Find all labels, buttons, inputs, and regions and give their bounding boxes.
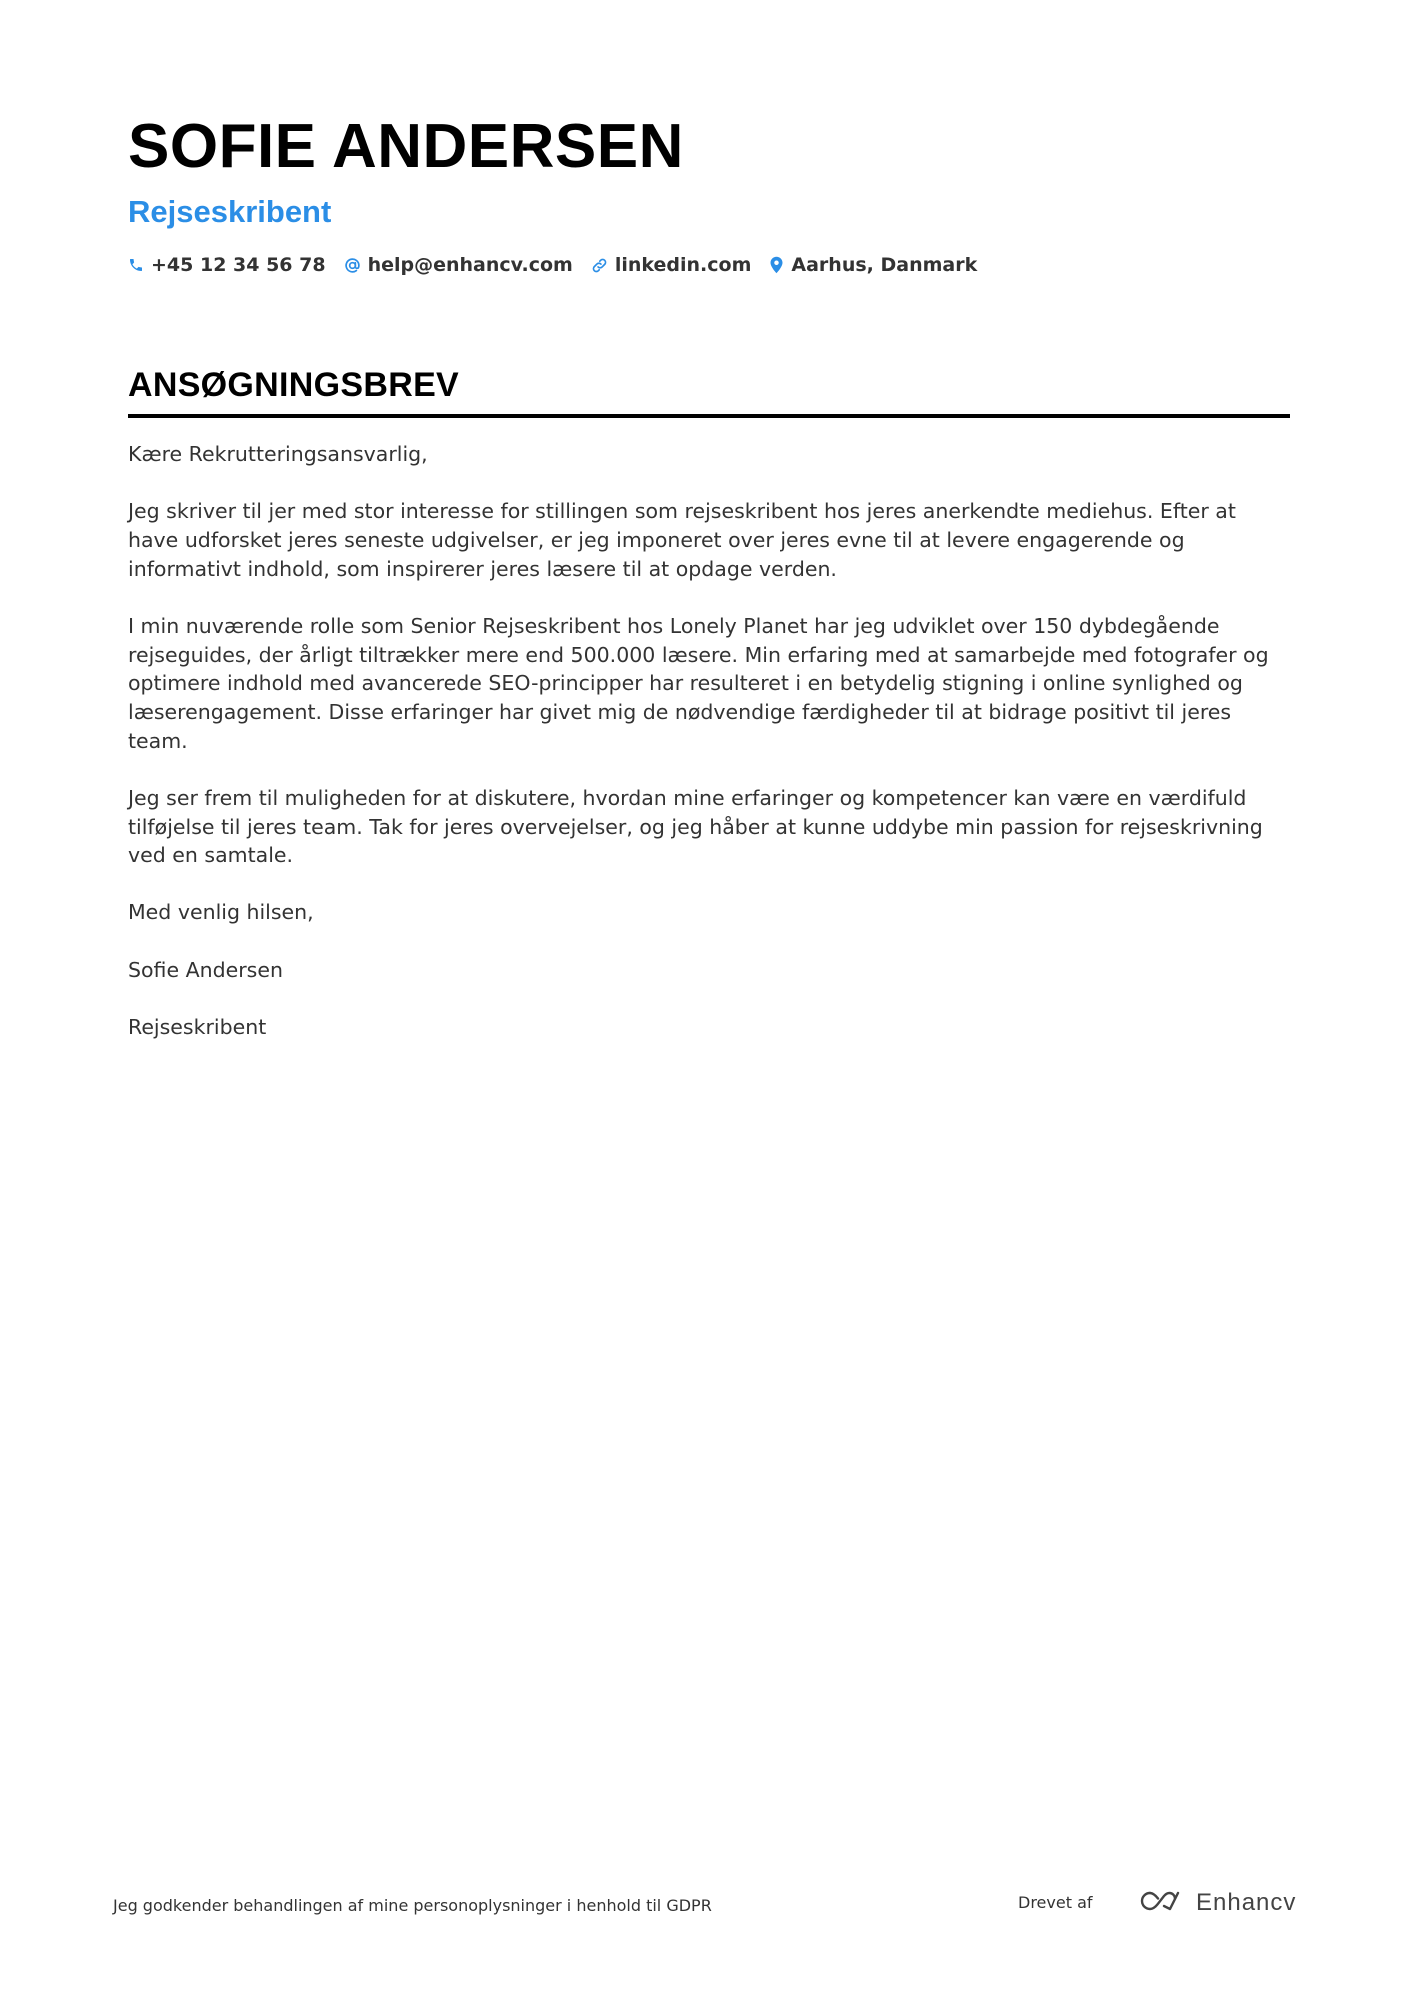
cover-letter-section: [128, 362, 1290, 1070]
letter-greeting: Kære Rekrutteringsansvarlig,: [128, 442, 428, 466]
header: [128, 110, 1288, 276]
letter-closing: Med venlig hilsen,: [128, 900, 314, 925]
signature-name: Sofie Andersen: [128, 957, 283, 982]
contact-email[interactable]: [344, 254, 573, 276]
letter-paragraph: I min nuværende rolle som Senior Rejseskribent hos Lonely Planet har jeg udviklet over 150 dybdegående rejseguides, der årligt tiltrækker mere end 500.000 læsere. Min erfaring med at samarbejde med fotografer og optimere indhold med avancerede SEO-principper har resulteret i en betydelig stigning i online synlighed og læserengagement. Disse erfaringer har givet mig de nødvendige færdigheder til at bidrage positivt til jeres team.: [128, 613, 1269, 753]
powered-by-label: Drevet af: [1018, 1893, 1093, 1912]
linkedin-link[interactable]: linkedin.com: [614, 254, 752, 276]
phone-number: +45 12 34 56 78: [151, 254, 326, 276]
section-title: ANSØGNINGSBREV: [128, 366, 460, 404]
phone-icon: [128, 257, 144, 273]
footer: [113, 1888, 1297, 1928]
brand-name: Enhancv: [1196, 1889, 1297, 1916]
letter-paragraph: Jeg skriver til jer med stor interesse for stillingen som rejseskribent hos jeres anerkendte mediehus. Efter at have udforsket jeres seneste udgivelser, er jeg imponeret over jeres evne til at levere engagerende og informativt indhold, som inspirerer jeres læsere til at opdage verden.: [128, 499, 1236, 581]
contact-phone: [128, 254, 326, 276]
candidate-name: SOFIE ANDERSEN: [128, 112, 684, 181]
enhancv-logo-icon: [1138, 1888, 1184, 1918]
location-pin-icon: [769, 256, 784, 274]
email-address[interactable]: help@enhancv.com: [367, 254, 573, 276]
location-text: Aarhus, Danmark: [791, 254, 978, 276]
signature-title: Rejseskribent: [128, 1014, 267, 1039]
contact-bar: [128, 254, 1288, 276]
gdpr-consent-text: Jeg godkender behandlingen af mine personoplysninger i henhold til GDPR: [113, 1896, 712, 1915]
job-title: Rejseskribent: [128, 194, 332, 229]
contact-location: [769, 254, 977, 276]
at-icon: [344, 257, 361, 274]
enhancv-brand[interactable]: [1138, 1888, 1296, 1918]
link-icon: [591, 257, 608, 274]
letter-body: [128, 440, 1290, 1042]
contact-linkedin[interactable]: [591, 254, 752, 276]
letter-paragraph: Jeg ser frem til muligheden for at diskutere, hvordan mine erfaringer og kompetencer kan være en værdifuld tilføjelse til jeres team. Tak for jeres overvejelser, og jeg håber at kunne uddybe min passion for rejseskrivning ved en samtale.: [128, 785, 1263, 868]
section-divider: [128, 414, 1290, 418]
